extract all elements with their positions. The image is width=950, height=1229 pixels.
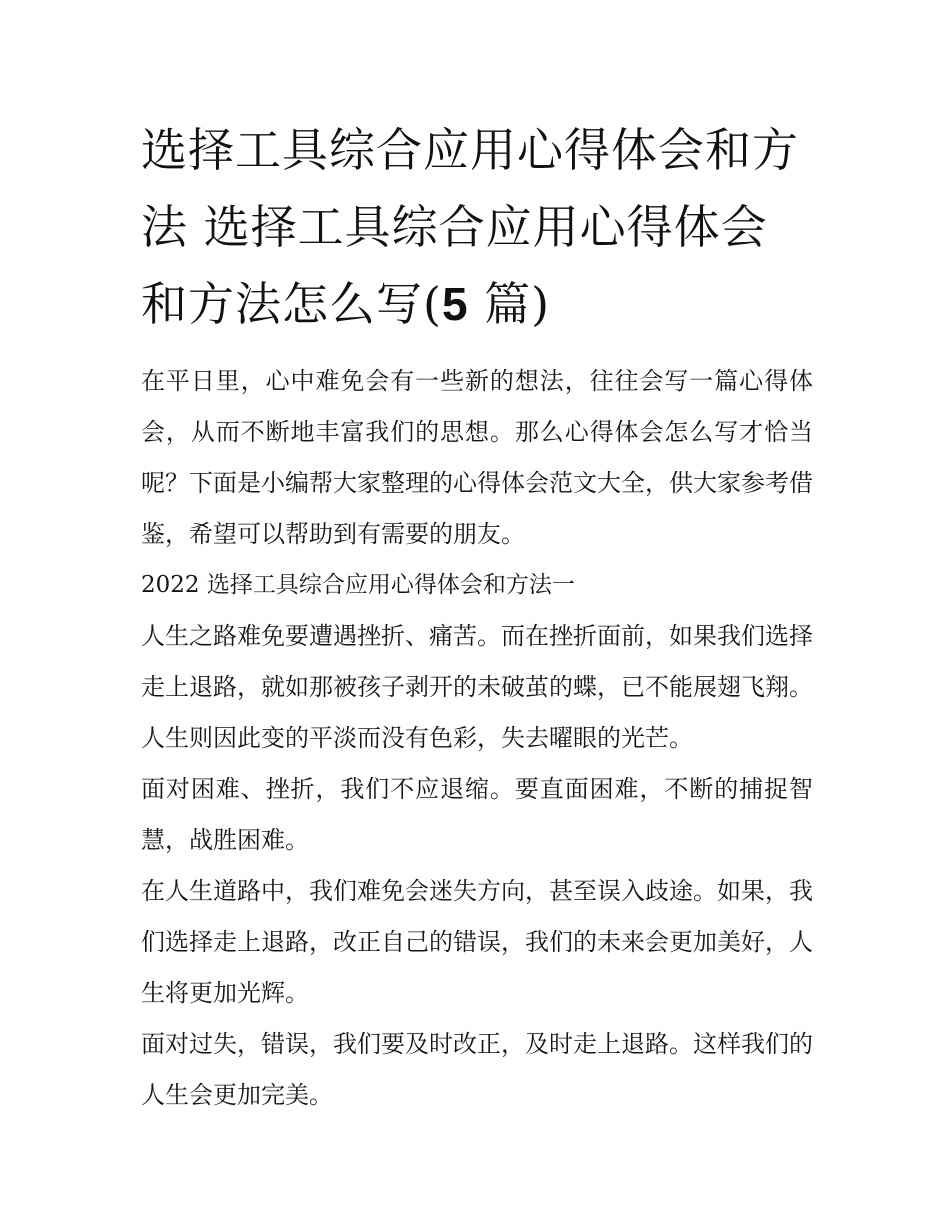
intro-paragraph: 在平日里，心中难免会有一些新的想法，往往会写一篇心得体会，从而不断地丰富我们的思想。那么心得体会怎么写才恰当呢？下面是小编帮大家整理的心得体会范文大全，供大家参考借鉴，希望可以帮助到有需要的朋友。 [141, 367, 813, 548]
body-paragraph: 面对过失，错误，我们要及时改正，及时走上退路。这样我们的人生会更加完美。 [141, 1030, 813, 1109]
section-heading: 2022 选择工具综合应用心得体会和方法一 [141, 572, 575, 598]
document-body [141, 356, 813, 1121]
document-page [141, 112, 813, 1121]
title-number: 5 [441, 278, 469, 330]
document-title [141, 112, 813, 343]
body-paragraph: 面对困难、挫折，我们不应退缩。要直面困难，不断的捕捉智慧，战胜困难。 [141, 775, 813, 854]
title-text-part2: 篇) [468, 277, 551, 331]
body-paragraph: 在人生道路中，我们难免会迷失方向，甚至误入歧途。如果，我们选择走上退路，改正自己的错误，我们的未来会更加美好，人生将更加光辉。 [141, 877, 813, 1007]
title-text-part1: 选择工具综合应用心得体会和方法 选择工具综合应用心得体会和方法怎么写( [141, 123, 799, 331]
body-paragraph: 人生之路难免要遭遇挫折、痛苦。而在挫折面前，如果我们选择走上退路，就如那被孩子剥开的未破茧的蝶，已不能展翅飞翔。人生则因此变的平淡而没有色彩，失去曜眼的光芒。 [141, 622, 813, 752]
